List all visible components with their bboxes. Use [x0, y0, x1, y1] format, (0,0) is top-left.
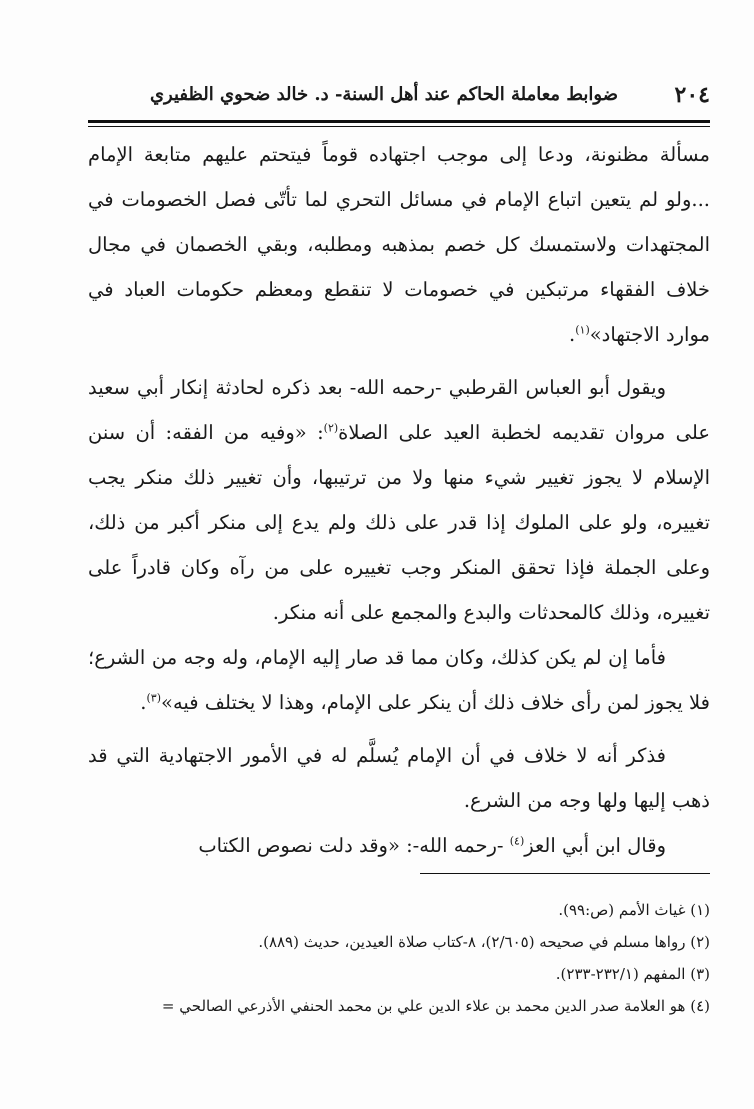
page-header: [90, 80, 710, 116]
footnote-ref-4: (٤): [509, 834, 525, 848]
paragraph-2: [88, 365, 710, 635]
footnote-ref-1: (١): [575, 323, 590, 337]
paragraph-1-end: .: [569, 323, 576, 346]
running-title: ضوابط معاملة الحاكم عند أهل السنة- د. خالد ضحوي الظفيري: [149, 84, 618, 105]
footnote-3: (٣) المفهم (٢٣٢/١-٢٣٣).: [555, 965, 710, 983]
paragraph-1-text: مسألة مظنونة، ودعا إلى موجب اجتهاده قوماً فيتحتم عليهم متابعة الإمام ...ولو لم يتعين اتباع الإمام في مسائل التحري لما تأتّى فصل الخصومات في المجتهدات ولاستمسك كل خصم بمذهبه ومطلبه، وبقي الخصمان في مجال خلاف الفقهاء مرتبكين في خصومات لا تنقطع ومعظم حكومات العباد في موارد الاجتهاد»: [88, 143, 710, 346]
paragraph-3-text: فأما إن لم يكن كذلك، وكان مما قد صار إليه الإمام، وله وجه من الشرع؛ فلا يجوز لمن رأى خلاف ذلك أن ينكر على الإمام، وهذا لا يختلف فيه»: [88, 646, 710, 714]
footnote-1: (١) غياث الأمم (ص:٩٩).: [558, 901, 710, 919]
footnote-4: (٤) هو العلامة صدر الدين محمد بن علاء الدين علي بن محمد الحنفي الأذرعي الصالحي =: [161, 997, 710, 1015]
paragraph-3-end: .: [140, 691, 147, 714]
main-text: [88, 132, 710, 868]
paragraph-2-text-a: ويقول أبو العباس القرطبي -رحمه الله- بعد ذكره لحادثة إنكار أبي سعيد على مروان تقديمه لخطبة العيد على الصلاة: [88, 376, 711, 444]
paragraph-2-text-b: : «وفيه من الفقه: أن سنن الإسلام لا يجوز تغيير شيء منها ولا من ترتيبها، وأن تغيير ذلك منكر يجب تغييره، ولو على الملوك إذا قدر على ذلك ولم يدع إلى منكر أكبر من ذلك، وعلى الجملة فإذا تحقق المنكر وجب تغييره على من رآه وكان قادراً على تغييره، وذلك كالمحدثات والبدع والمجمع على أنه منكر.: [88, 421, 710, 624]
footnote-ref-3: (٣): [146, 691, 162, 705]
header-rule-thin: [88, 126, 710, 127]
footnote-separator: [420, 873, 710, 874]
paragraph-4-text: فذكر أنه لا خلاف في أن الإمام يُسلَّم له في الأمور الاجتهادية التي قد ذهب إليها ولها وجه من الشرع.: [88, 744, 710, 812]
footnote-ref-2: (٢): [323, 421, 339, 435]
page-number: ٢٠٤: [674, 82, 710, 108]
paragraph-5-text-a: وقال ابن أبي العز: [524, 834, 666, 857]
paragraph-5: [88, 823, 710, 868]
footnotes: [88, 894, 710, 1022]
paragraph-5-text-b: -رحمه الله-: «وقد دلت نصوص الكتاب: [198, 834, 510, 857]
paragraph-1: [88, 132, 710, 357]
paragraph-3: [88, 635, 710, 725]
header-rule-thick: [88, 120, 710, 123]
footnote-2: (٢) رواها مسلم في صحيحه (٢/٦٠٥)، ٨-كتاب صلاة العيدين، حديث (٨٨٩).: [258, 933, 710, 951]
paragraph-4: [88, 733, 710, 823]
